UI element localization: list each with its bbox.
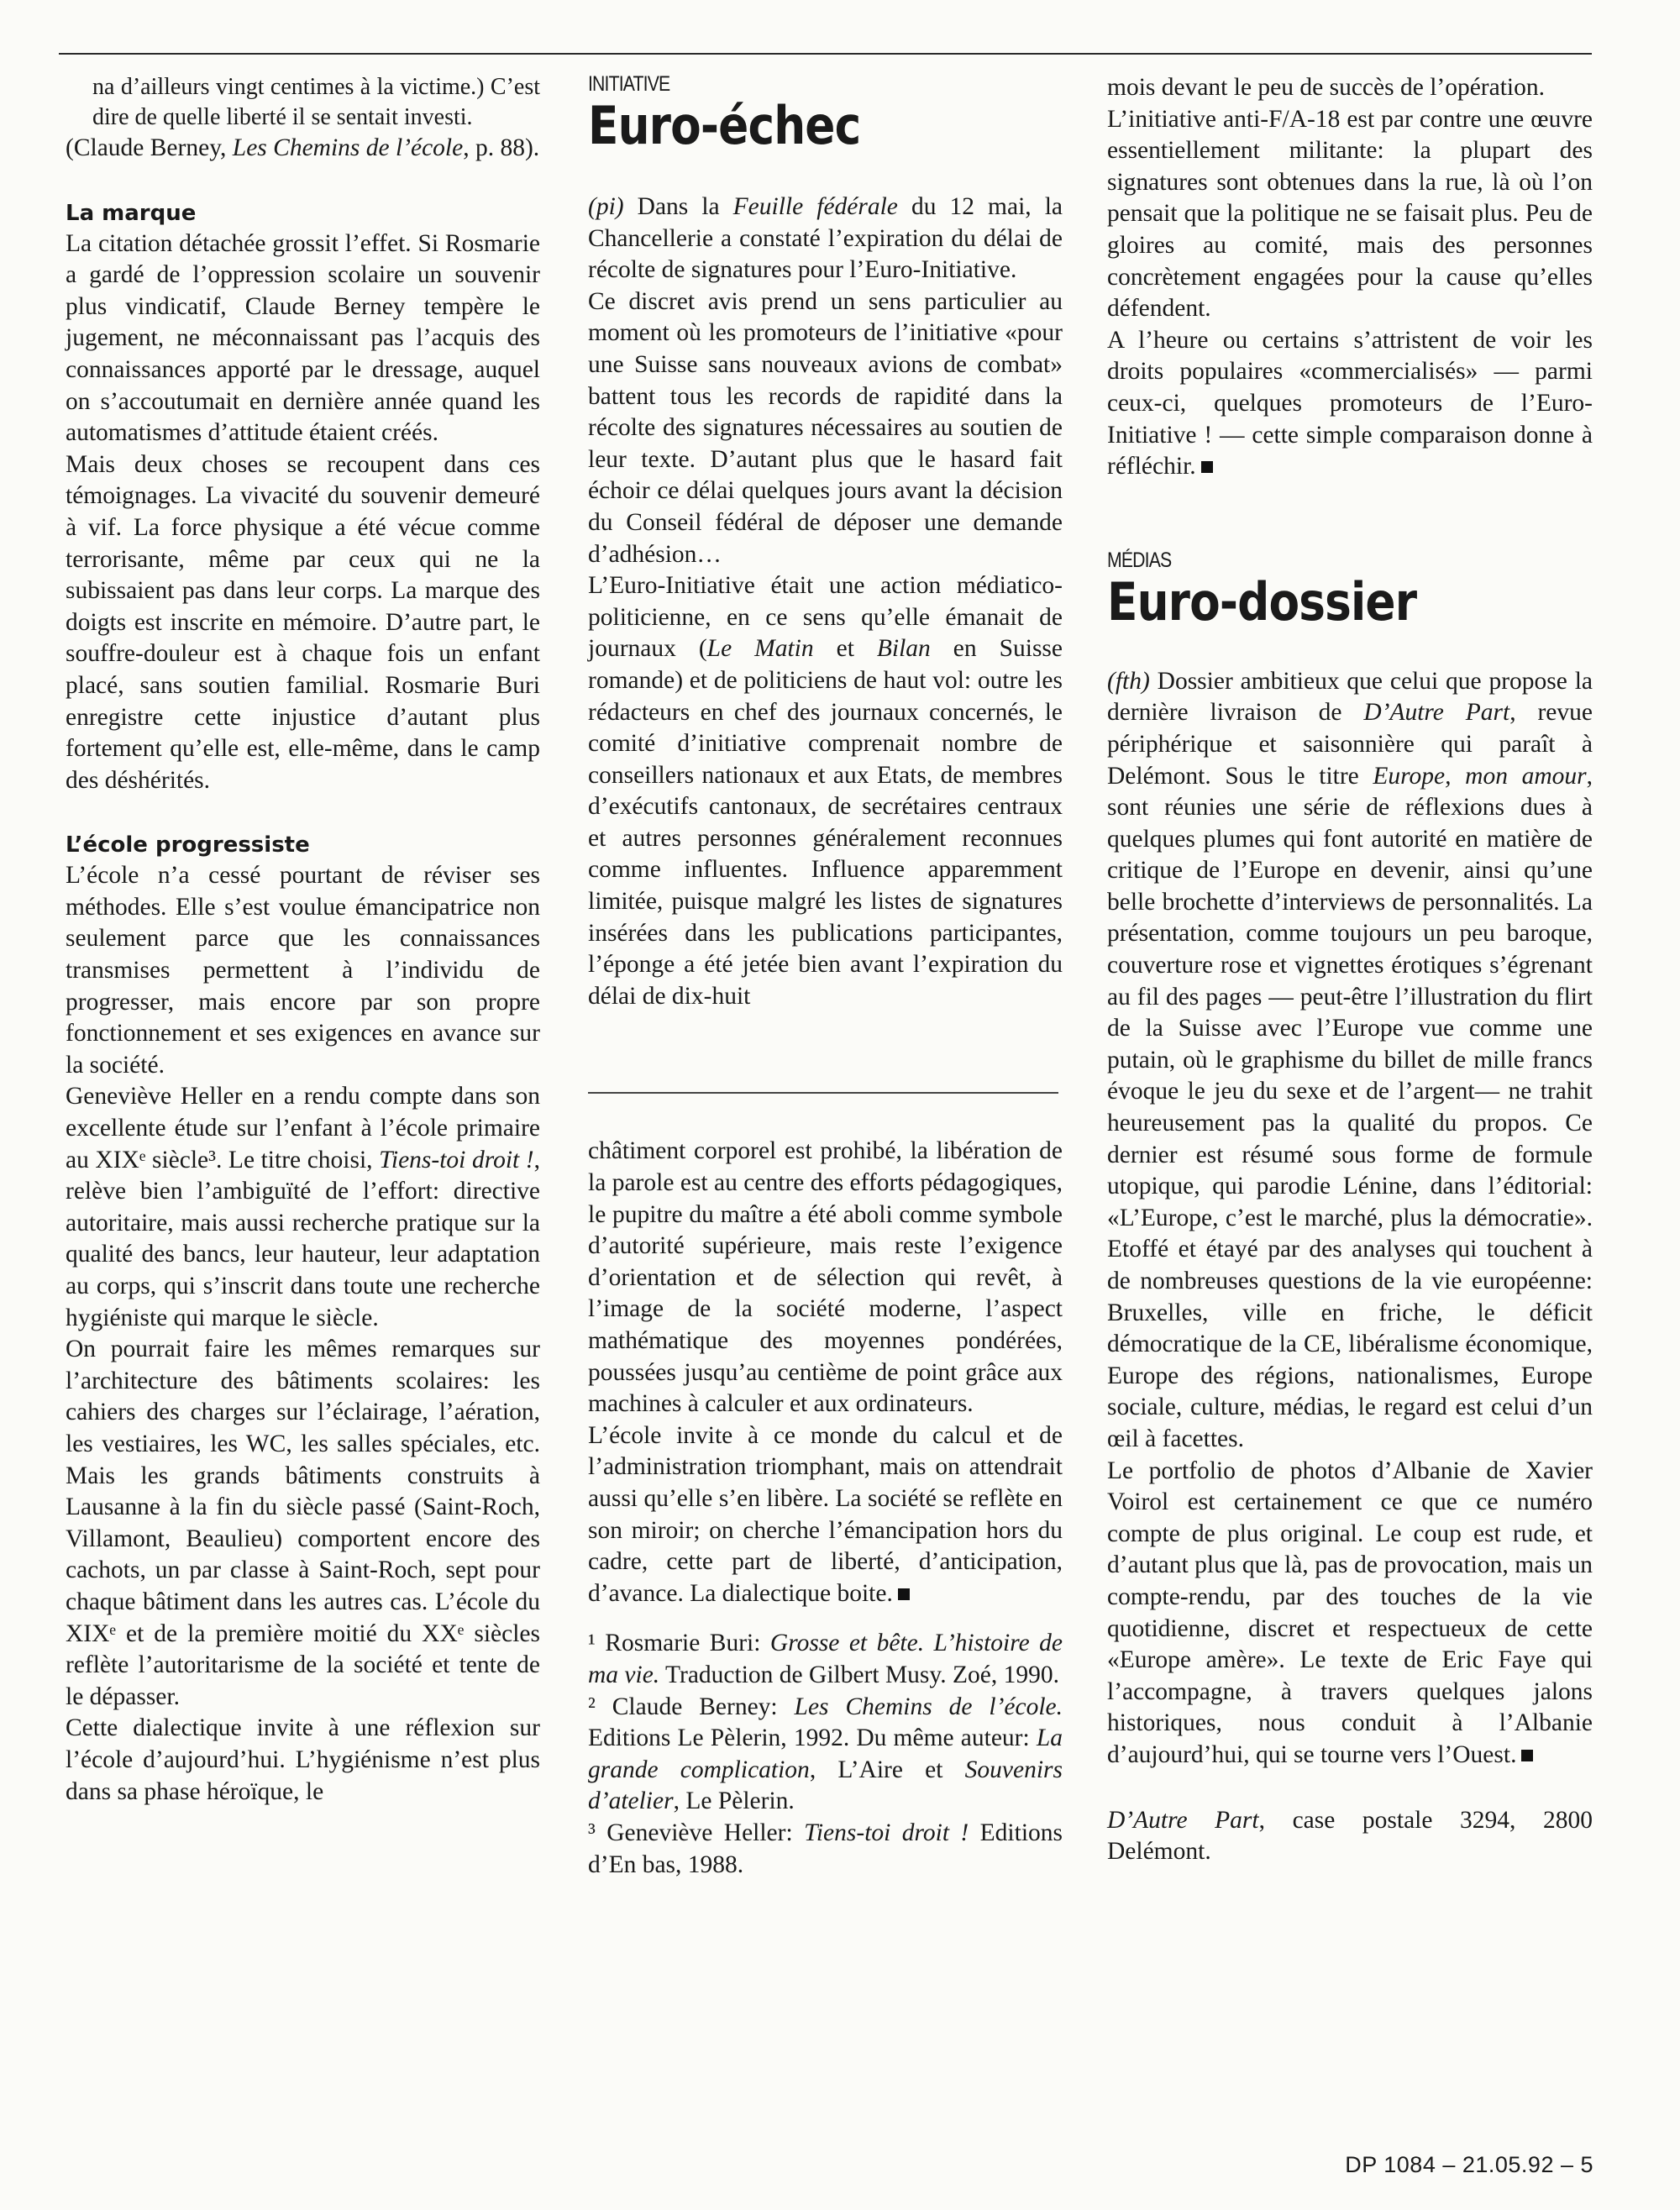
footnote-1: ¹ Rosmarie Buri: Grosse et bête. L’histoire de ma vie. Traduction de Gilbert Musy. Zoé, 1990. bbox=[588, 1630, 1063, 1688]
lead-paragraph: (pi) Dans la Feuille fédérale du 12 mai, la Chancellerie a constaté l’expiration du délai de récolte de signatures pour l’Euro-Initiative. bbox=[588, 193, 1063, 284]
section-heading-ecole-progressiste: L’école progressiste bbox=[66, 832, 310, 858]
article-headline: Euro-échec bbox=[588, 95, 861, 156]
paragraph: L’école invite à ce monde du calcul et de l’administration triomphant, mais on attendrait aussi qu’elle s’en libère. La société se reflète en son miroir; on cherche l’émancipation hors du cadre, cette part de liberté, d’anticipation, d’avance. La dialectique boite. bbox=[588, 1421, 1063, 1607]
end-mark bbox=[1521, 1750, 1533, 1761]
column-2 bbox=[588, 72, 1063, 1881]
paragraph: Cette dialectique invite à une réflexion sur l’école d’aujourd’hui. L’hygiénisme n’est plus dans sa phase héroïque, le bbox=[66, 1714, 540, 1805]
article-kicker: INITIATIVE bbox=[588, 72, 670, 96]
lead-paragraph: (fth) Dossier ambitieux que celui que propose la dernière livraison de D’Autre Part, revue périphérique et saisonnière qui paraît à Delémont. Sous le titre Europe, mon amour, sont réunies une série de réflexions dues à quelques plumes qui font autorité en matière de critique de l’Europe en devenir, ainsi qu’une belle brochette d’interviews de personnalités. La présentation, comme toujours un peu baroque, couverture rose et vignettes érotiques s’égrenant au fil des pages — peut-être l’illustration du flirt de la Suisse avec l’Europe vue comme une putain, où le graphisme du billet de mille francs évoque le jeu du sexe et de l’argent— ne trahit heureusement pas la qualité du propos. Ce dernier est résumé sous forme de formule utopique, qui parodie Lénine, dans l’éditorial: «L’Europe, c’est le marché, plus la démocratie». Etoffé et étayé par des analyses qui touchent à de nombreuses questions de la vie européenne: Bruxelles, ville en friche, le déficit démocratique de la CE, libéralisme économique, Europe des régions, nationalismes, Europe sociale, culture, médias, le regard est celui d’un œil à facettes. bbox=[1107, 667, 1593, 1452]
paragraph: L’initiative anti-F/A-18 est par contre une œuvre essentiellement militante: la plupart des signatures sont obtenues dans la rue, là où l’on pensait que la politique ne se faisait plus. Peu de gloires au comité, mais des personnes concrètement engagées pour la cause qu’elles défendent. bbox=[1107, 105, 1593, 323]
paragraph: châtiment corporel est prohibé, la libération de la parole est au centre des efforts pédagogiques, le pupitre du maître a été aboli comme symbole d’autorité supérieure, mais reste l’exigence d’orientation et de sélection qui revêt, à l’image de la société moderne, l’aspect mathématique des moyennes pondérées, poussées jusqu’au centième de point grâce aux machines à calculer et aux ordinateurs. bbox=[588, 1137, 1063, 1418]
paragraph: Le portfolio de photos d’Albanie de Xavier Voirol est certainement ce que ce numéro compte de plus original. Le coup est rude, et d’autant plus que là, pas de provocation, mais un compte-rendu, par des touches de la vie quotidienne, discret et respectueux de cette «Europe amère». Le texte de Eric Faye qui l’accompagne, à travers quelques jalons historiques, nous conduit à l’Albanie d’aujourd’hui, qui se tourne vers l’Ouest. bbox=[1107, 1457, 1593, 1768]
paragraph: On pourrait faire les mêmes remarques sur l’architecture des bâtiments scolaires: les cahiers des charges sur l’éclairage, l’aération, les vestiaires, les WC, les salles spéciales, etc. Mais les grands bâtiments construits à Lausanne à la fin du siècle passé (Saint-Roch, Villamont, Beaulieu) comportent encore des cachots, un par classe à Saint-Roch, sept pour chaque bâtiment dans les autres cas. L’école du XIXᵉ et de la première moitié du XXᵉ siècles reflète l’autoritarisme de la société et tente de le dépasser. bbox=[66, 1336, 540, 1710]
page-folio: DP 1084 – 21.05.92 – 5 bbox=[1345, 2152, 1593, 2177]
article-headline: Euro-dossier bbox=[1107, 570, 1417, 633]
paragraph: La citation détachée grossit l’effet. Si Rosmarie a gardé de l’oppression scolaire un souvenir plus vindicatif, Claude Berney tempère le jugement, ne méconnaissant pas l’acquis des connaissances apporté par le dressage, auquel on s’accoutumait en dernière année quand les automatismes d’attitude étaient créés. bbox=[66, 229, 540, 447]
column-3 bbox=[1107, 72, 1593, 1868]
paragraph-heller: Geneviève Heller en a rendu compte dans son excellente étude sur l’enfant à l’école primaire au XIXᵉ siècle³. Le titre choisi, Tiens-toi droit !, relève bien l’ambiguïté de l’effort: directive autoritaire, mais aussi recherche pratique sur la qualité des bancs, leur hauteur, leur adaptation au corps, qui s’inscrit dans toute une recherche hygiéniste qui marque le siècle. bbox=[66, 1083, 540, 1331]
quote-block bbox=[66, 72, 540, 133]
column-1 bbox=[66, 72, 540, 1808]
section-heading-la-marque: La marque bbox=[66, 200, 197, 226]
paragraph: Ce discret avis prend un sens particulier au moment où les promoteurs de l’initiative «pour une Suisse sans nouveaux avions de combat» battent tous les records de rapidité dans la récolte des signatures nécessaires au soutien de leur texte. D’autant plus que le hasard fait échoir ce délai quelques jours avant la décision du Conseil fédéral de déposer une demande d’adhésion… bbox=[588, 287, 1063, 568]
quote-citation: (Claude Berney, Les Chemins de l’école, p. 88). bbox=[66, 134, 540, 161]
top-rule bbox=[59, 53, 1592, 55]
quote-text: na d’ailleurs vingt centimes à la victime.) C’est dire de quelle liberté il se sentait investi. bbox=[92, 74, 540, 130]
paragraph: L’Euro-Initiative était une action médiatico-politicienne, en ce sens qu’elle émanait de journaux (Le Matin et Bilan en Suisse romande) et de politiciens de haut vol: outre les rédacteurs en chef des journaux concernés, le comité d’initiative comprenait nombre de conseillers nationaux et aux Etats, de membres d’exécutifs cantonaux, de secrétaires centraux et autres personnes généralement reconnues comme influentes. Influence apparemment limitée, puisque malgré les listes de signatures insérées dans les publications participantes, l’éponge a été jetée bien avant l’expiration du délai de dix-huit bbox=[588, 572, 1063, 1010]
end-mark bbox=[898, 1588, 910, 1600]
paragraph: Mais deux choses se recoupent dans ces témoignages. La vivacité du souvenir demeuré à vif. La force physique a été vécue comme terrorisante, même par ceux qui ne la subissaient pas dans leur corps. La marque des doigts est inscrite en mémoire. D’autre part, le souffre-douleur est à chaque fois un enfant placé, sans soutien familial. Rosmarie Buri enregistre cette injustice d’autant plus fortement qu’elle est, elle-même, dans le camp des déshérités. bbox=[66, 450, 540, 794]
end-mark bbox=[1201, 461, 1213, 473]
paragraph: A l’heure ou certains s’attristent de voir les droits populaires «commercialisés» — parmi ceux-ci, quelques promoteurs de l’Euro-Initiative ! — cette simple comparaison donne à réfléchir. bbox=[1107, 326, 1593, 480]
footnote-3: ³ Geneviève Heller: Tiens-toi droit ! Editions d’En bas, 1988. bbox=[588, 1819, 1063, 1878]
article-kicker: MÉDIAS bbox=[1107, 548, 1172, 572]
footnote-2: ² Claude Berney: Les Chemins de l’école. Editions Le Pèlerin, 1992. Du même auteur: La grande complication, L’Aire et Souvenirs d’atelier, Le Pèlerin. bbox=[588, 1693, 1063, 1815]
paragraph: L’école n’a cessé pourtant de réviser ses méthodes. Elle s’est voulue émancipatrice non seulement parce que les connaissances transmises permettent à l’individu de progresser, mais encore par son propre fonctionnement et ses exigences en avance sur la société. bbox=[66, 862, 540, 1079]
paragraph: mois devant le peu de succès de l’opération. bbox=[1107, 74, 1545, 101]
address-line: D’Autre Part, case postale 3294, 2800 Delémont. bbox=[1107, 1806, 1593, 1866]
